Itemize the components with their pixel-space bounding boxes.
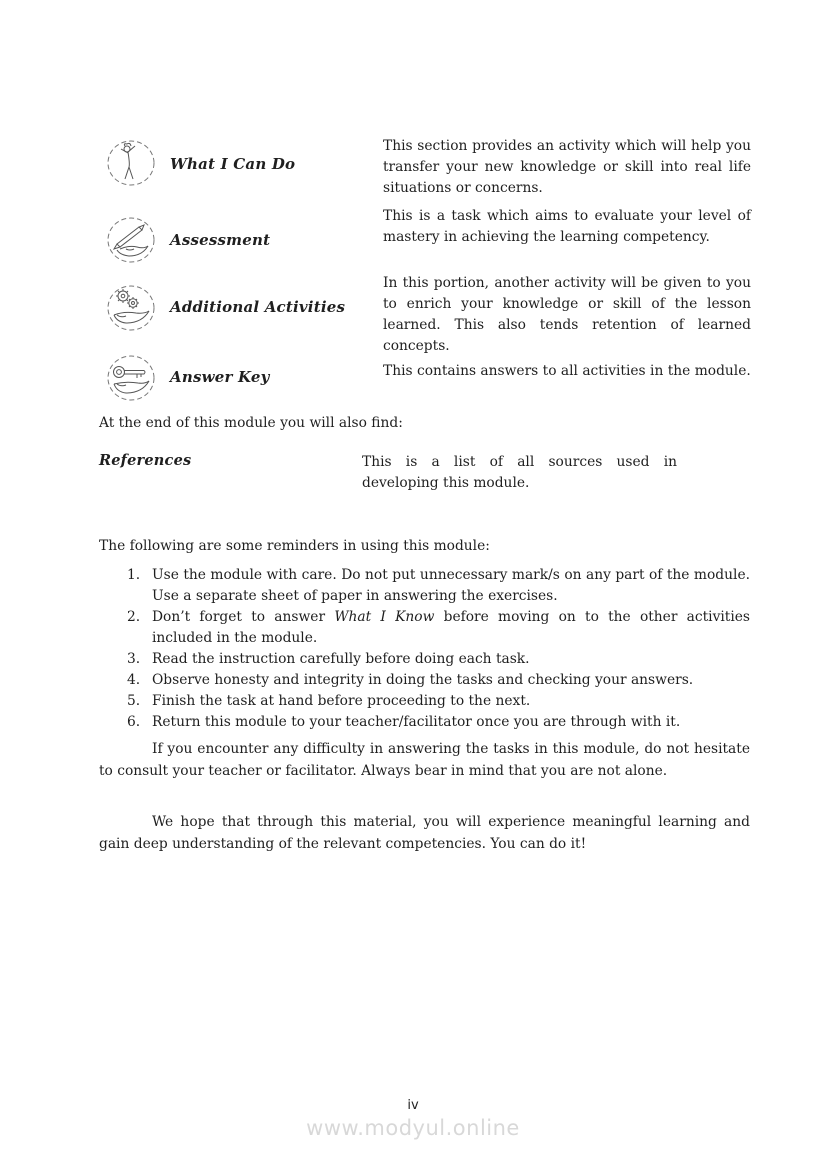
figure-icon	[104, 139, 158, 187]
row-desc-answer-key: This contains answers to all activities in the module.	[383, 363, 751, 379]
list-item-number: 6.	[127, 714, 141, 730]
end-note: At the end of this module you will also find:	[99, 415, 403, 431]
list-item-number: 5.	[127, 693, 141, 709]
hand-gears-icon	[104, 284, 158, 332]
list-item-text-before: Observe honesty and integrity in doing the tasks and checking your answers.	[152, 672, 694, 688]
row-desc-what-i-can-do: This section provides an activity which will help you transfer your new knowledge or skill into real life situations or concerns.	[383, 138, 751, 196]
closing-paragraph-1: If you encounter any difficulty in answering the tasks in this module, do not hesitate to consult your teacher or facilitator. Always bear in mind that you are not alone.	[99, 741, 750, 779]
list-item	[99, 691, 750, 712]
list-item	[99, 712, 750, 733]
list-item-text-italic: What I Know	[334, 609, 435, 625]
list-item-text	[152, 649, 750, 670]
hand-writing-icon	[104, 216, 158, 264]
list-item-text-before: Finish the task at hand before proceeding to the next.	[152, 693, 531, 709]
list-item	[99, 670, 750, 691]
list-item-number: 4.	[127, 672, 141, 688]
list-item-text-after: before moving on to the other activities included in the module.	[152, 609, 751, 646]
references-description: This is a list of all sources used in developing this module.	[362, 454, 677, 491]
list-item-text-before: Read the instruction carefully before doing each task.	[152, 651, 530, 667]
closing-paragraph-2: We hope that through this material, you will experience meaningful learning and gain deep understanding of the relevant competencies. You can do it!	[99, 814, 750, 852]
row-label-additional-activities: Additional Activities	[170, 298, 346, 316]
list-item-text	[152, 712, 750, 733]
list-item-number: 1.	[127, 567, 141, 583]
row-desc-assessment: This is a task which aims to evaluate your level of mastery in achieving the learning competency.	[383, 208, 751, 245]
list-item	[99, 649, 750, 670]
row-label-assessment: Assessment	[170, 231, 271, 249]
list-item	[99, 565, 750, 607]
list-item-number: 3.	[127, 651, 141, 667]
reminders-intro: The following are some reminders in using this module:	[99, 538, 490, 554]
watermark: www.modyul.online	[306, 1116, 520, 1140]
list-item-text	[152, 691, 750, 712]
list-item	[99, 607, 750, 649]
page-number: iv	[407, 1098, 419, 1113]
references-label: References	[99, 452, 192, 469]
list-item-text	[152, 607, 750, 649]
list-item-text	[152, 670, 750, 691]
row-label-answer-key: Answer Key	[170, 368, 270, 386]
list-item-text-before: Return this module to your teacher/facilitator once you are through with it.	[152, 714, 681, 730]
reminders-list	[99, 565, 750, 733]
hand-key-icon	[104, 354, 158, 402]
list-item-number: 2.	[127, 609, 141, 625]
list-item-text-before: Don’t forget to answer	[152, 609, 335, 625]
list-item-text	[152, 565, 750, 607]
row-label-what-i-can-do: What I Can Do	[170, 155, 296, 173]
row-desc-additional-activities: In this portion, another activity will be given to you to enrich your knowledge or skill of the lesson learned. This also tends retention of learned concepts.	[383, 275, 751, 354]
list-item-text-before: Use the module with care. Do not put unnecessary mark/s on any part of the module. Use a separate sheet of paper in answering the exercises.	[152, 567, 750, 604]
